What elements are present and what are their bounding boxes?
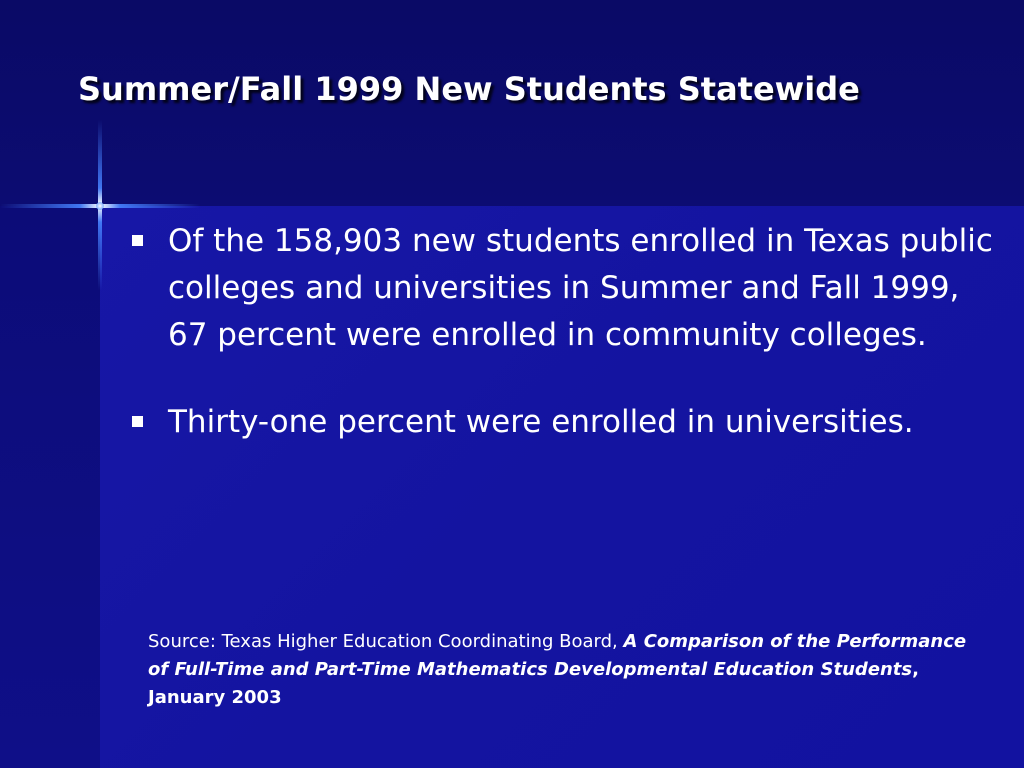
bullet-item bbox=[130, 218, 1000, 359]
left-band bbox=[0, 206, 100, 768]
bullet-text: Of the 158,903 new students enrolled in Texas public colleges and universities in Summer and Fall 1999, 67 percent were enrolled in community colleges. bbox=[168, 223, 993, 353]
square-bullet-icon bbox=[132, 235, 143, 246]
source-citation bbox=[148, 628, 968, 712]
source-report-title: A Comparison of the Performance of Full-Time and Part-Time Mathematics Developmental Education Students bbox=[148, 631, 967, 680]
bullet-text: Thirty-one percent were enrolled in universities. bbox=[168, 404, 914, 440]
bullet-list bbox=[130, 218, 1000, 486]
bullet-item bbox=[130, 399, 1000, 446]
sparkle-core bbox=[96, 202, 104, 210]
square-bullet-icon bbox=[132, 416, 143, 427]
slide-title: Summer/Fall 1999 New Students Statewide bbox=[78, 70, 860, 108]
source-prefix: Source: Texas Higher Education Coordinating Board, bbox=[148, 631, 624, 652]
source-date: , January 2003 bbox=[148, 659, 919, 708]
